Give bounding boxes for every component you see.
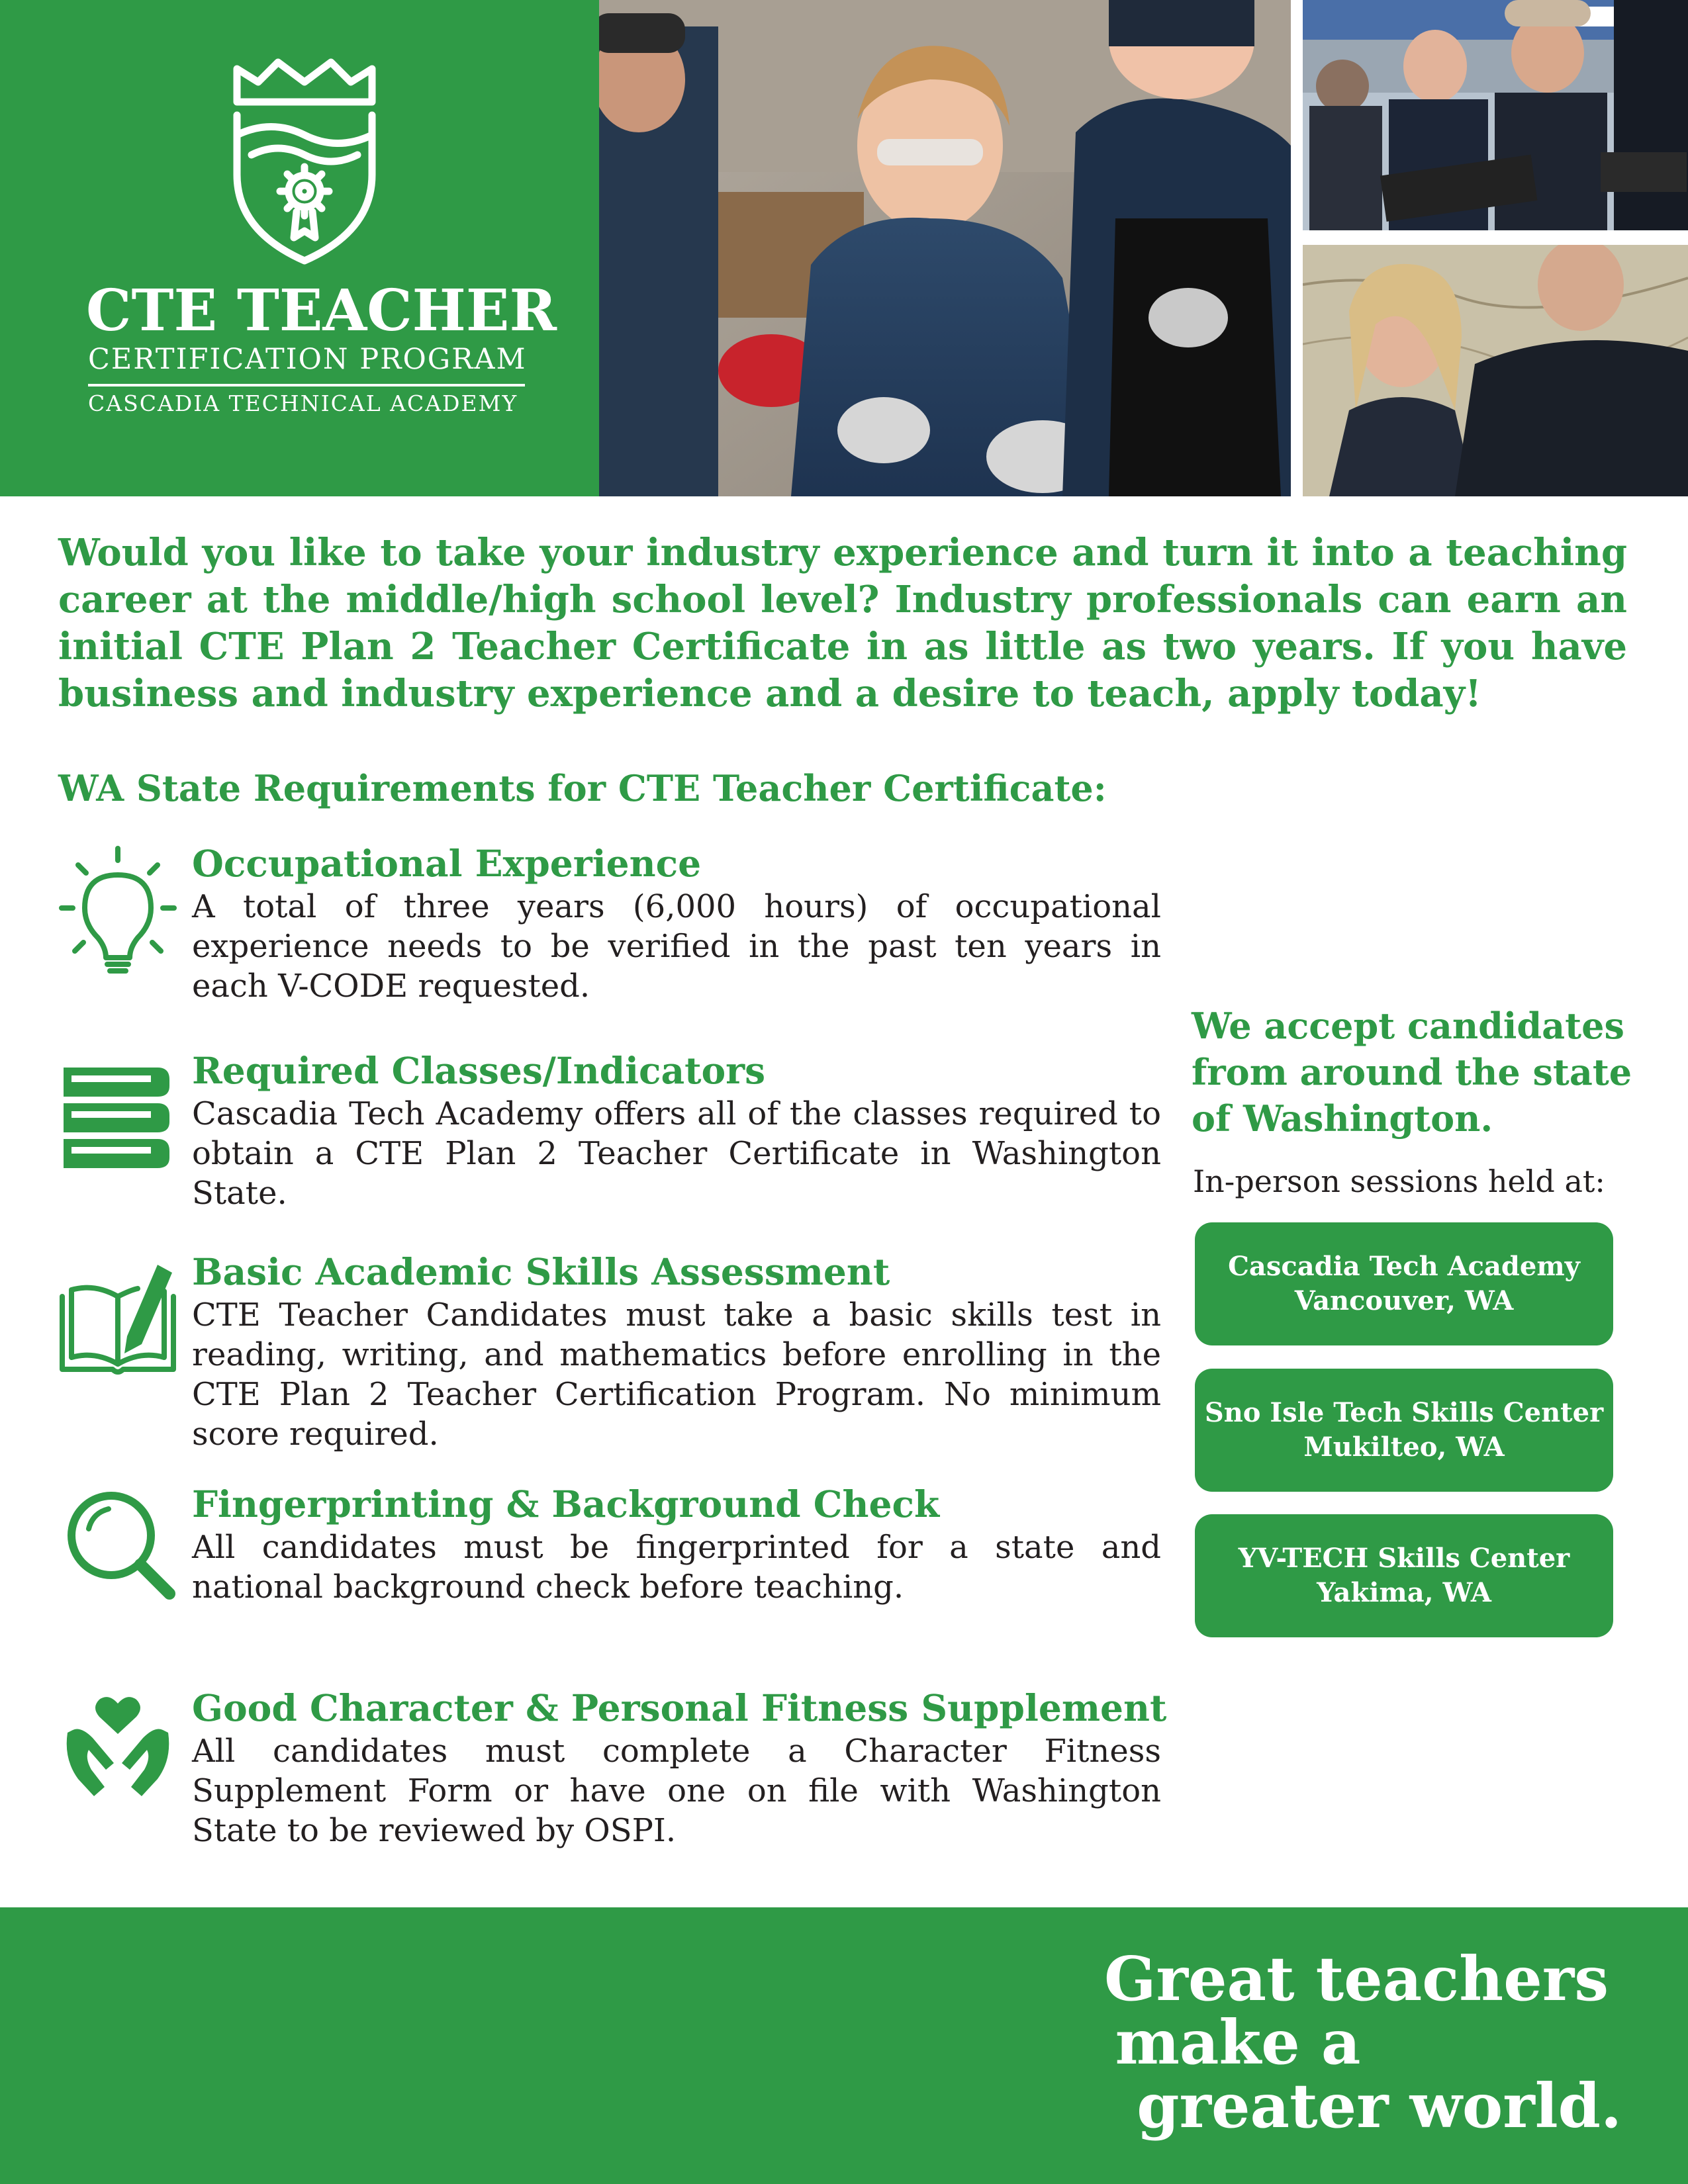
requirement-title: Fingerprinting & Background Check <box>192 1482 940 1525</box>
location-city: Yakima, WA <box>1317 1577 1491 1608</box>
requirement-body: All candidates must complete a Character Fitness Supplement Form or have one on file with Washington State to be reviewed by OSPI. <box>192 1733 1161 1849</box>
tagline-line: Great teachers <box>1103 1943 1609 2015</box>
instructor-laptop-group-photo <box>1303 0 1688 230</box>
location-yv-tech <box>1195 1514 1613 1637</box>
requirement-body: A total of three years (6,000 hours) of occupational experience needs to be verified in the past ten years in each V-CODE requested. <box>192 888 1161 1005</box>
requirement-body: All candidates must be fingerprinted for a state and national background check before teaching. <box>192 1529 1161 1606</box>
lightbulb-icon <box>58 842 177 974</box>
requirement-required-classes <box>58 1049 1161 1221</box>
magnifying-glass-icon <box>58 1482 177 1615</box>
shield-crown-gear-icon <box>225 56 384 267</box>
location-sno-isle <box>1195 1369 1613 1492</box>
requirement-title: Required Classes/Indicators <box>192 1049 766 1092</box>
requirement-body: CTE Teacher Candidates must take a basic skills test in reading, writing, and mathematics before enrolling in the CTE Plan 2 Teacher Certification Program. No minimum score required. <box>192 1297 1161 1453</box>
tagline-line: greater world. <box>1137 2070 1622 2142</box>
location-city: Vancouver, WA <box>1294 1285 1514 1316</box>
intro-paragraph: Would you like to take your industry experience and turn it into a teaching career at the middle/high school level? Industry professionals can earn an initial CTE Plan 2 Teacher Certificate in as little as two years. If you have business and industry experience and a desire to teach, apply today! <box>58 531 1627 715</box>
footer-tagline <box>827 1943 1622 2142</box>
requirement-good-character <box>58 1686 1167 1858</box>
requirement-title: Basic Academic Skills Assessment <box>192 1250 890 1293</box>
footer-banner <box>0 1907 1688 2184</box>
open-book-pencil-icon <box>58 1250 177 1383</box>
requirement-basic-skills-assessment <box>58 1250 1161 1462</box>
location-cascadia-tech <box>1195 1222 1613 1345</box>
program-title: CTE TEACHER <box>86 277 557 344</box>
location-name: YV-TECH Skills Center <box>1238 1543 1570 1574</box>
location-city: Mukilteo, WA <box>1303 1432 1505 1463</box>
requirement-title: Good Character & Personal Fitness Supplement <box>192 1686 1167 1729</box>
books-icon <box>58 1049 177 1181</box>
tagline-line: make a <box>1115 2007 1361 2078</box>
instructor-discussion-photo <box>1303 245 1688 496</box>
requirement-occupational-experience <box>58 842 1161 1014</box>
header-banner <box>0 0 1688 496</box>
hands-heart-icon <box>58 1686 177 1819</box>
students-welding-lab-photo <box>599 0 1291 496</box>
sidebar-subheading: In-person sessions held at: <box>1193 1163 1605 1199</box>
requirement-fingerprinting <box>58 1482 1161 1641</box>
sidebar-heading: We accept candidates from around the state of Washington. <box>1192 1005 1632 1140</box>
requirements-heading: WA State Requirements for CTE Teacher Certificate: <box>58 767 1107 809</box>
location-name: Sno Isle Tech Skills Center <box>1204 1397 1604 1428</box>
brand-panel <box>0 0 599 496</box>
location-name: Cascadia Tech Academy <box>1228 1251 1580 1282</box>
program-subtitle: CERTIFICATION PROGRAM <box>88 341 525 387</box>
academy-name: CASCADIA TECHNICAL ACADEMY <box>88 390 518 416</box>
requirement-title: Occupational Experience <box>192 842 702 885</box>
requirement-body: Cascadia Tech Academy offers all of the classes required to obtain a CTE Plan 2 Teacher Certificate in Washington State. <box>192 1095 1161 1212</box>
